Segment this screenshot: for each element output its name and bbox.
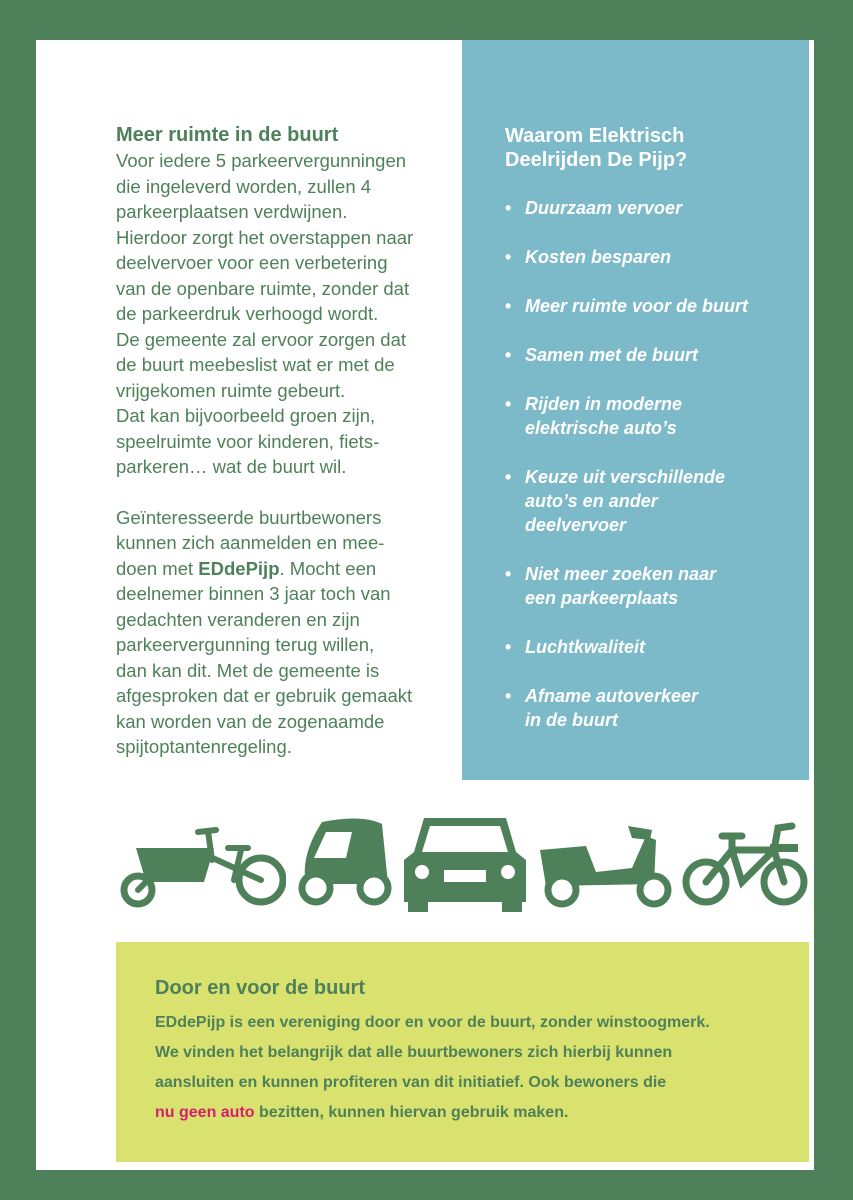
why-panel — [462, 40, 809, 780]
why-item-text: Meer ruimte voor de buurt — [525, 296, 749, 316]
text-line: Geïnteresseerde buurtbewoners — [116, 506, 382, 528]
text-line: Voor iedere 5 parkeervergunningen — [116, 150, 407, 171]
text-line: parkeren… wat de buurt wil. — [116, 456, 347, 477]
text-line: deelnemer binnen 3 jaar toch van — [116, 583, 391, 604]
why-item — [505, 465, 795, 537]
community-heading: Door en voor de buurt — [155, 977, 365, 999]
scooter-icon — [536, 810, 676, 910]
why-item — [505, 684, 795, 732]
cargo-bike-icon — [116, 810, 286, 910]
text-line: gedachten veranderen en zijn — [116, 608, 360, 630]
why-item — [505, 635, 795, 659]
bicycle-icon — [682, 810, 809, 910]
section-heading-more-space: Meer ruimte in de buurt — [116, 124, 339, 146]
bullet-icon: • — [505, 467, 512, 487]
why-item-text: Luchtkwaliteit — [525, 637, 646, 657]
text-line: speelruimte voor kinderen, fiets- — [116, 430, 380, 452]
text-line: aansluiten en kunnen profiteren van dit initiatief. Ook bewoners die — [155, 1074, 667, 1091]
why-item-text: Kosten besparen — [525, 247, 672, 267]
paragraph-parking — [116, 148, 446, 480]
text-line: . Mocht een — [279, 557, 377, 579]
community-panel — [116, 942, 809, 1162]
text-line: kan worden van de zogenaamde — [116, 710, 385, 732]
text-line: die ingeleverd worden, zullen 4 — [116, 175, 372, 197]
text-line: EDdePijp is een vereniging door en voor de buurt, zonder winstoogmerk. — [155, 1014, 710, 1031]
why-list — [505, 196, 795, 757]
flyer-page — [36, 40, 814, 1170]
why-item-text: Duurzaam vervoer — [525, 198, 683, 218]
why-item — [505, 245, 795, 269]
highlight-no-car: nu geen auto — [155, 1104, 255, 1121]
paragraph-signup — [116, 505, 446, 760]
org-name: EDdePijp — [198, 557, 280, 579]
why-item-text: Afname autoverkeer — [525, 686, 699, 706]
text-line: Dat kan bijvoorbeeld groen zijn, — [116, 405, 376, 426]
text-line: kunnen zich aanmelden en mee- — [116, 532, 385, 553]
community-text — [155, 1008, 795, 1128]
why-item-text: Niet meer zoeken naar — [525, 564, 717, 584]
text-line: deelvervoer voor een verbetering — [116, 252, 388, 273]
text-line: De gemeente zal ervoor zorgen dat — [116, 328, 407, 350]
text-line: de buurt meebeslist wat er met de — [116, 354, 395, 375]
why-item-text: deelvervoer — [525, 515, 627, 535]
text-line: parkeerplaatsen verdwijnen. — [116, 201, 348, 222]
bullet-icon: • — [505, 637, 512, 657]
why-item — [505, 294, 795, 318]
text-line: Hierdoor zorgt het overstappen naar — [116, 226, 414, 248]
car-front-icon — [400, 810, 530, 914]
why-item — [505, 196, 795, 220]
vehicle-illustrations — [116, 810, 809, 920]
why-item-text: Samen met de buurt — [525, 345, 699, 365]
text-line: We vinden het belangrijk dat alle buurtbewoners zich hierbij kunnen — [155, 1044, 673, 1061]
text-line: vrijgekomen ruimte gebeurt. — [116, 379, 346, 401]
why-title-line: Waarom Elektrisch — [505, 125, 685, 147]
why-item-text: auto’s en ander — [525, 491, 658, 511]
text-line: spijtoptantenregeling. — [116, 736, 292, 757]
text-line: bezitten, kunnen hiervan gebruik maken. — [254, 1104, 569, 1121]
why-item-text: elektrische auto’s — [525, 418, 677, 438]
bullet-icon: • — [505, 296, 512, 316]
why-title-line: Deelrijden De Pijp? — [505, 149, 688, 171]
bullet-icon: • — [505, 686, 512, 706]
why-item-text: in de buurt — [525, 710, 618, 730]
text-line: doen met — [116, 557, 199, 579]
why-title — [505, 124, 765, 172]
bullet-icon: • — [505, 564, 512, 584]
why-item-text: Keuze uit verschillende — [525, 467, 726, 487]
why-item — [505, 343, 795, 367]
text-line: de parkeerdruk verhoogd wordt. — [116, 303, 379, 324]
bullet-icon: • — [505, 345, 512, 365]
text-line: dan kan dit. Met de gemeente is — [116, 659, 380, 681]
why-item — [505, 562, 795, 610]
why-item-text: Rijden in moderne — [525, 394, 683, 414]
why-item — [505, 392, 795, 440]
text-line: parkeervergunning terug willen, — [116, 634, 375, 655]
left-column — [116, 122, 446, 760]
bullet-icon: • — [505, 394, 512, 414]
bullet-icon: • — [505, 198, 512, 218]
why-item-text: een parkeerplaats — [525, 588, 679, 608]
text-line: van de openbare ruimte, zonder dat — [116, 277, 410, 299]
bullet-icon: • — [505, 247, 512, 267]
text-line: afgesproken dat er gebruik gemaakt — [116, 685, 413, 706]
microcar-icon — [292, 810, 392, 910]
